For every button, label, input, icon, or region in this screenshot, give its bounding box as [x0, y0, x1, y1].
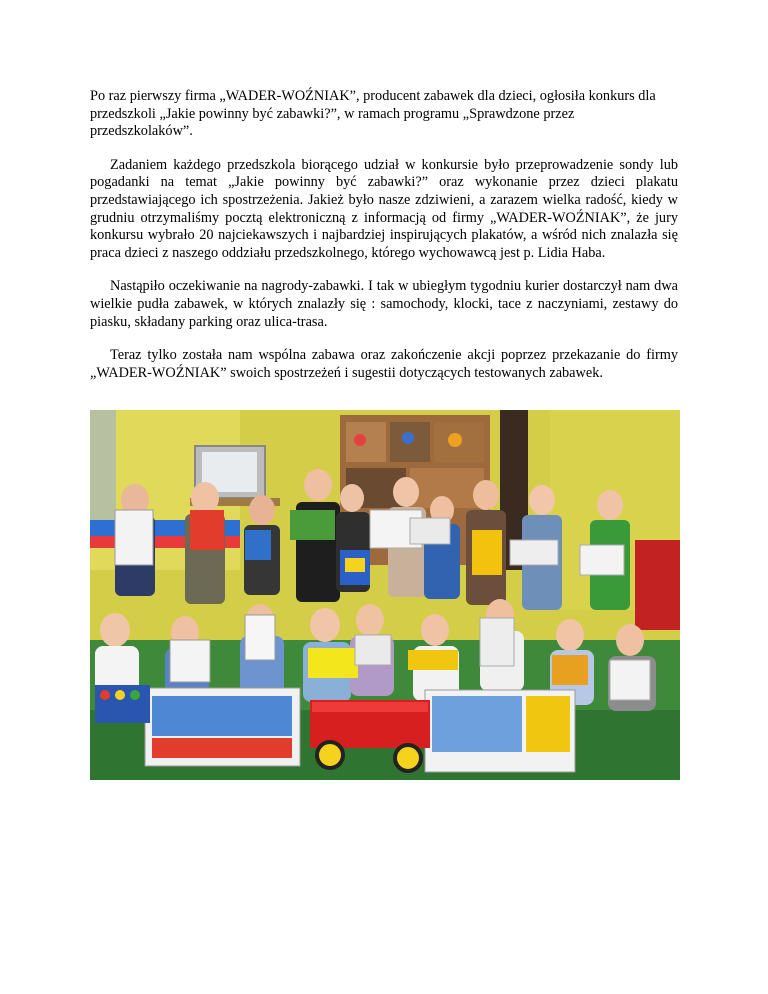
paragraph-prizes: Nastąpiło oczekiwanie na nagrody-zabawki. I tak w ubiegłym tygodniu kurier dostarczył nam dwa wielkie pudła zabawek, w których znalazły się : samochody, klocki, tace z naczyniami, zestawy do piasku, składany parking oraz ulica-trasa. — [90, 278, 678, 330]
group-photo — [90, 410, 680, 780]
paragraph-ending: Teraz tylko została nam wspólna zabawa oraz zakończenie akcji poprzez przekazanie do firmy „WADER-WOŹNIAK” swoich spostrzeżeń i sugestii dotyczących testowanych zabawek. — [90, 347, 678, 381]
paragraph-intro: Po raz pierwszy firma „WADER-WOŹNIAK”, producent zabawek dla dzieci, ogłosiła konkurs dla przedszkoli „Jakie powinny być zabawki?”, w ramach programu „Sprawdzone przez przedszkolaków”. — [90, 88, 656, 140]
article-text — [90, 88, 678, 382]
group-photo-illustration — [90, 410, 680, 780]
paragraph-contest: Zadaniem każdego przedszkola biorącego udział w konkursie było przeprowadzenie sondy lub pogadanki na temat „Jakie powinny być zabawki?” oraz wykonanie przez dzieci plakatu przedstawiającego ich spostrzeżenia. Jakież było nasze zdziwieni, a zarazem wielka radość, kiedy w grudniu otrzymaliśmy pocztą elektroniczną z informacją od firmy „WADER-WOŹNIAK”, że jury konkursu wybrało 20 najciekawszych i najbardziej inspirujących plakatów, a wśród nich znalazła się praca dzieci z naszego oddziału przedszkolnego, którego wychowawcą jest p. Lidia Haba. — [90, 156, 678, 261]
